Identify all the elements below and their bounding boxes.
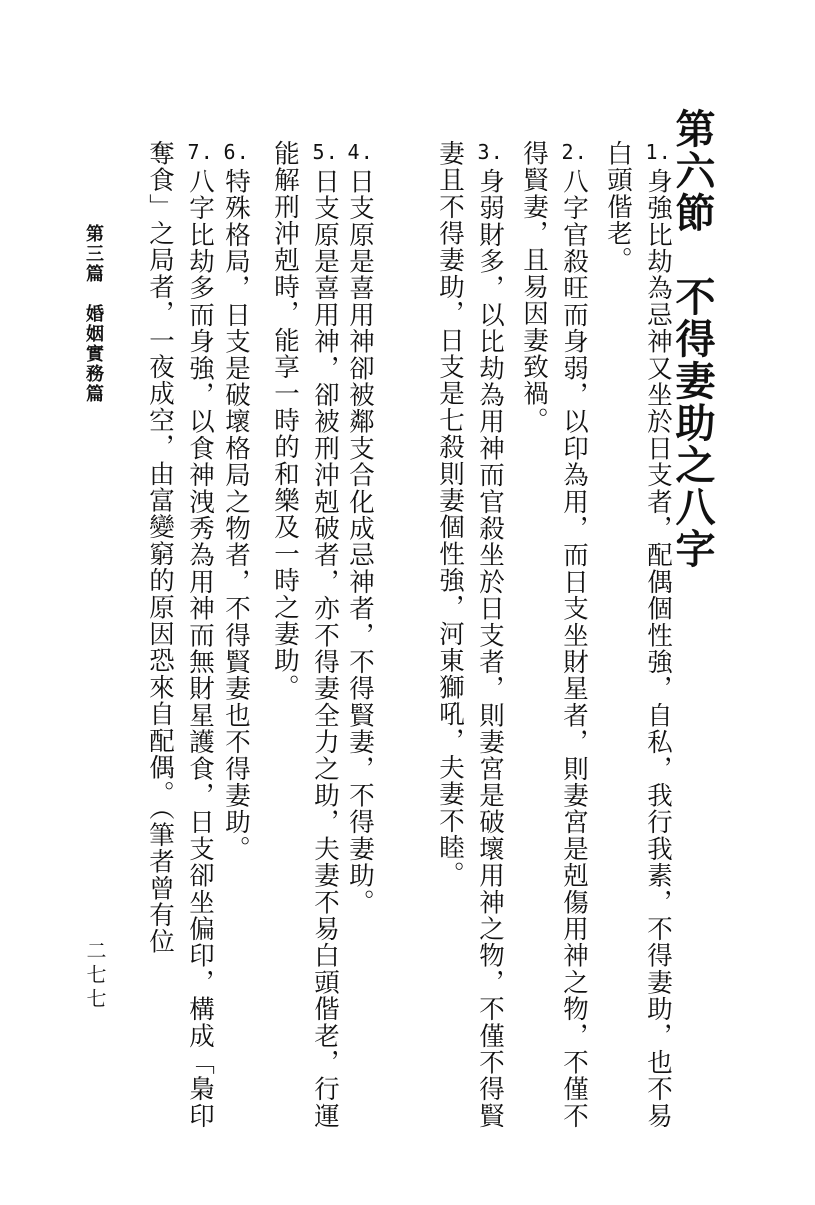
item-number: 4. (347, 140, 374, 164)
list-item-1 (588, 140, 678, 1140)
item-number: 5. (312, 140, 339, 164)
section-title: 第六節 不得妻助之八字 (669, 108, 715, 570)
list-item-2 (504, 140, 594, 1140)
running-header: 第三篇 婚姻實務篇 (83, 224, 104, 404)
item-number: 7. (187, 140, 214, 164)
list-item-7 (130, 140, 220, 1140)
list-item-3 (420, 140, 510, 1140)
item-number: 6. (223, 140, 250, 164)
item-number: 2. (561, 140, 588, 164)
page-number: 二七七 (83, 940, 107, 1012)
item-number: 3. (477, 140, 504, 164)
item-number: 1. (645, 140, 672, 164)
item-text: 八字官殺旺而身弱，以印為用，而日支坐財星者，則妻宮是剋傷用神之物，不僅不得賢妻，且易因妻致禍。 (519, 140, 589, 1130)
item-text: 日支原是喜用神卻被鄰支合化成忌神者，不得賢妻，不得妻助。 (345, 168, 375, 916)
item-text: 日支原是喜用神，卻被刑沖剋破者，亦不得妻全力之助，夫妻不易白頭偕老，行運能解刑沖剋時，能享一時的和樂及一時之妻助。 (270, 140, 340, 1130)
item-text: 八字比劫多而身強，以食神洩秀為用神而無財星護食，日支卻坐偏印，構成「梟印奪食」之局者，一夜成空，由富變窮的原因恐來自配偶。（筆者曾有位 (145, 140, 215, 1130)
item-text: 特殊格局，日支是破壞格局之物者，不得賢妻也不得妻助。 (221, 168, 251, 863)
list-item-5 (255, 140, 345, 1140)
item-text: 身弱財多，以比劫為用神而官殺坐於日支者，則妻宮是破壞用神之物，不僅不得賢妻且不得妻助，日支是七殺則妻個性強，河東獅吼，夫妻不睦。 (435, 140, 505, 1130)
item-text: 身強比劫為忌神又坐於日支者，配偶個性強，自私，我行我素，不得妻助，也不易白頭偕老。 (603, 140, 673, 1130)
